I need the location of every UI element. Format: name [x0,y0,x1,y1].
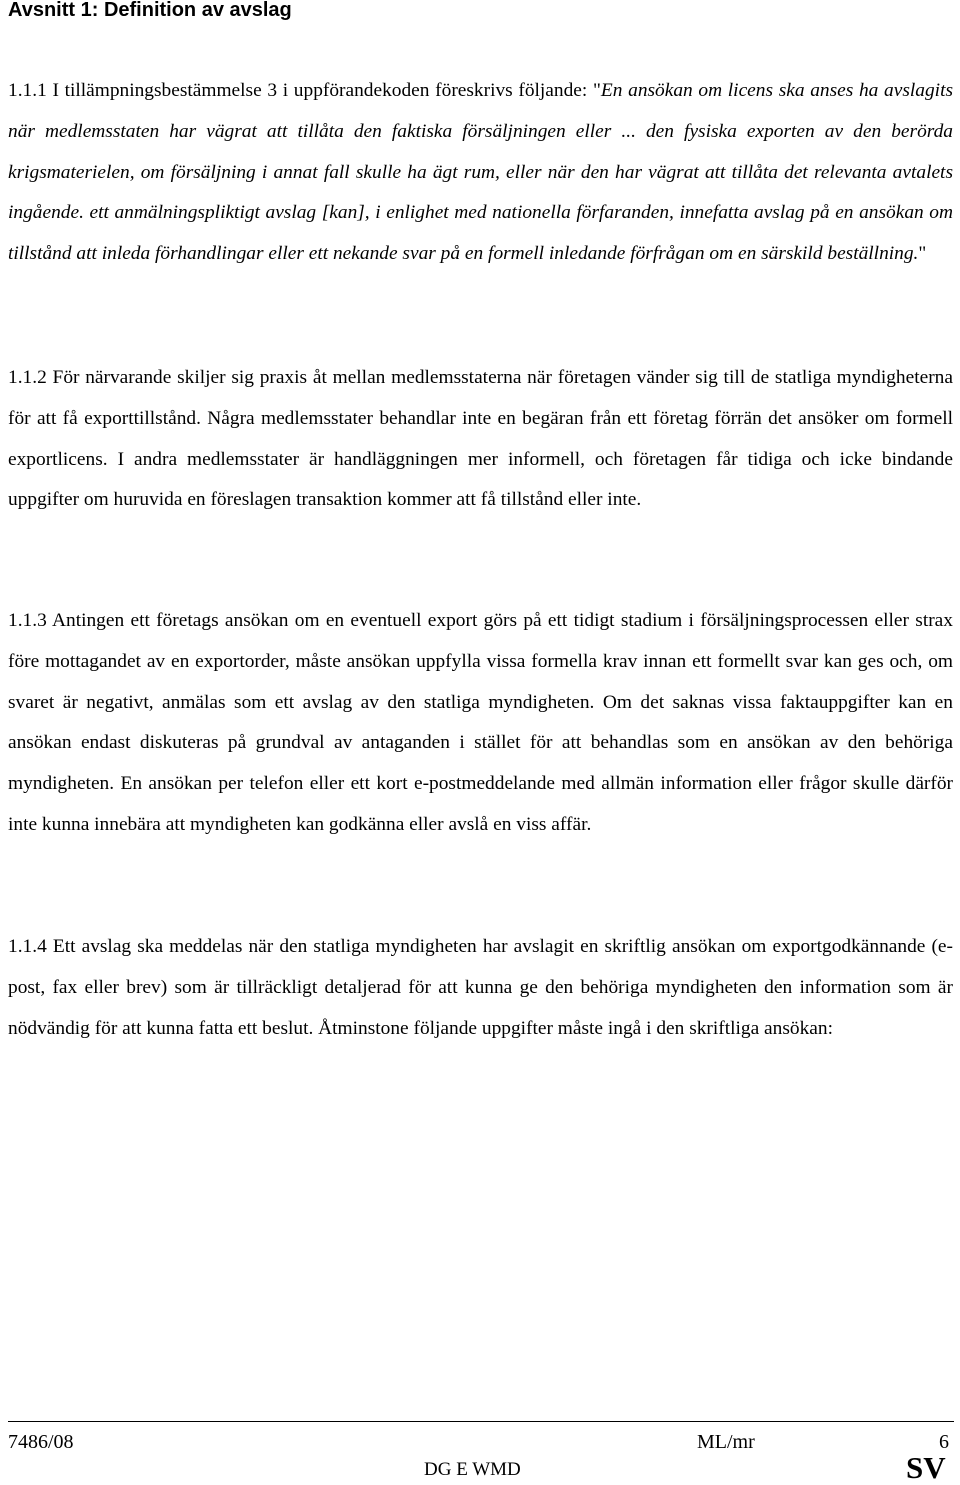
paragraph-1-1-4 [8,927,953,1049]
quote-open-mark: " [592,80,601,101]
paragraph-1-1-3 [8,601,953,846]
section-heading: Avsnitt 1: Definition av avslag [8,0,292,21]
paragraph-number: 1.1.3 [8,610,47,631]
quoted-provision: En ansökan om licens ska anses ha avslagits när medlemsstaten har vägrat att tillåta den faktiska försäljningen eller ... den fysiska exporten av den berörda krigsmaterielen, om försäljning i annat fall skulle ha ägt rum, eller när den har vägrat att tillåta det relevanta avtalets ingående. ett anmälningspliktigt avslag [kan], i enlighet med nationella förfaranden, innefatta avslag på en ansökan om tillstånd att inleda förhandlingar eller ett nekande svar på en formell inledande förfrågan om en särskild beställning. [8,80,954,265]
paragraph-1-1-2 [8,358,953,521]
quote-close-mark: " [918,243,927,265]
footer-language-code: SV [906,1450,946,1485]
paragraph-text: Ett avslag ska meddelas när den statliga myndigheten har avslagit en skriftlig ansökan om exportgodkännande (e-post, fax eller brev) som är tillräckligt detaljerad för att kunna ge den behöriga myndigheten den information som är nödvändig för att kunna fatta ett beslut. Åtminstone följande uppgifter måste ingå i den skriftliga ansökan: [8,936,953,1039]
paragraph-text: Antingen ett företags ansökan om en eventuell export görs på ett tidigt stadium i försäljningsprocessen eller strax före mottagandet av en exportorder, måste ansökan uppfylla vissa formella krav innan ett formellt svar kan ges och, om svaret är negativt, anmälas som ett avslag av den statliga myndigheten. Om det saknas vissa faktauppgifter kan en ansökan endast diskuteras på grundval av antaganden i stället för att behandlas som en ansökan av den behöriga myndigheten. En ansökan per telefon eller ett kort e-postmeddelande med allmän information eller frågor skulle därför inte kunna innebära att myndigheten kan godkänna eller avslå en viss affär. [8,610,953,835]
footer-author-initials: ML/mr [697,1431,755,1453]
paragraph-1-1-1 [8,71,953,275]
paragraph-lead-text: I tillämpningsbestämmelse 3 i uppförandekoden föreskrivs följande: [46,80,593,101]
footer-divider [8,1421,954,1422]
paragraph-number: 1.1.2 [8,367,47,388]
paragraph-number: 1.1.1 [8,80,47,101]
paragraph-text: För närvarande skiljer sig praxis åt mellan medlemsstaterna när företagen vänder sig till de statliga myndigheterna för att få exporttillstånd. Några medlemsstater behandlar inte en begäran från ett företag förrän det ansöker om formell exportlicens. I andra medlemsstater är handläggningen mer informell, och företagen får tidiga och icke bindande uppgifter om huruvida en föreslagen transaktion kommer att få tillstånd eller inte. [8,367,953,511]
footer-document-number: 7486/08 [8,1431,74,1453]
paragraph-number: 1.1.4 [8,936,47,957]
footer-page-number: 6 [939,1431,949,1453]
footer-directorate: DG E WMD [424,1459,521,1480]
